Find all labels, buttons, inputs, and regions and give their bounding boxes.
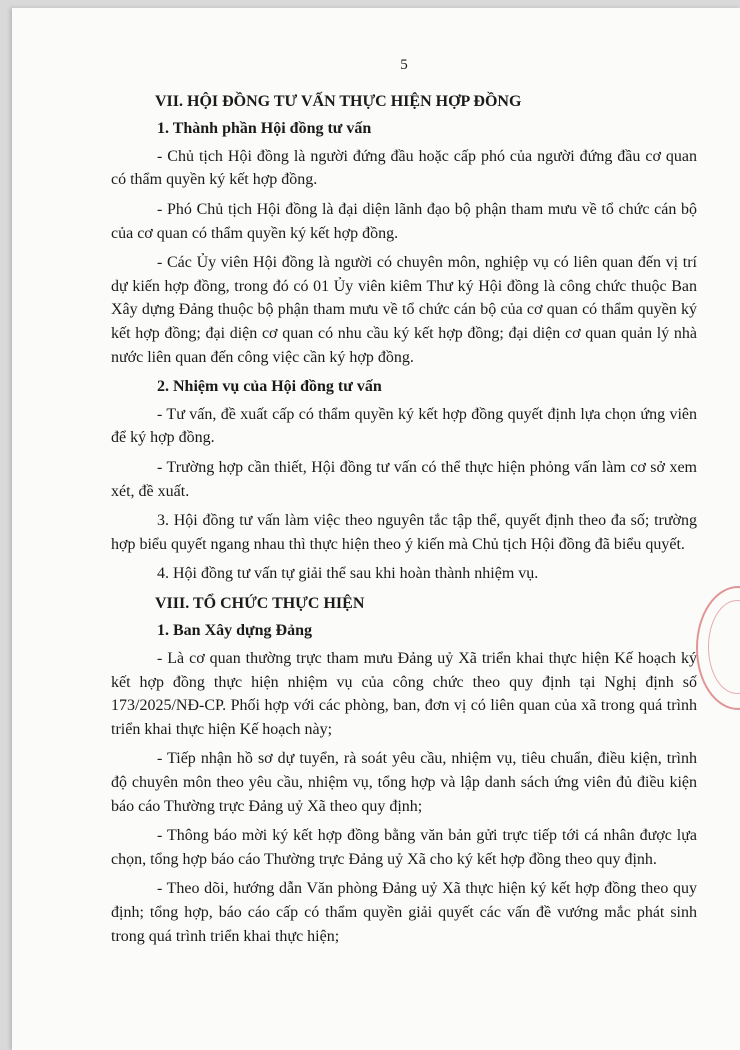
paragraph: - Trường hợp cần thiết, Hội đồng tư vấn có thể thực hiện phỏng vấn làm cơ sở xem xét, đề xuất. [111, 458, 697, 500]
stamp-inner-ring [708, 600, 740, 694]
paragraph: - Phó Chủ tịch Hội đồng là đại diện lãnh đạo bộ phận tham mưu về tổ chức cán bộ của cơ quan có thẩm quyền ký kết hợp đồng. [111, 200, 697, 242]
paragraph: - Theo dõi, hướng dẫn Văn phòng Đảng uỷ Xã thực hiện ký kết hợp đồng theo quy định; tổng hợp, báo cáo cấp có thẩm quyền giải quyết các vấn đề vướng mắc phát sinh trong quá trình triển khai thực hiện; [111, 880, 697, 945]
section-viii-title: VIII. TỔ CHỨC THỰC HIỆN [155, 594, 365, 612]
section-vii-2-heading: 2. Nhiệm vụ của Hội đồng tư vấn [157, 378, 382, 396]
paragraph: - Các Ủy viên Hội đồng là người có chuyên môn, nghiệp vụ có liên quan đến vị trí dự kiến hợp đồng, trong đó có 01 Ủy viên kiêm Thư ký Hội đồng là công chức thuộc Ban Xây dựng Đảng thuộc bộ phận tham mưu về tổ chức cán bộ của cơ quan có thẩm quyền ký kết hợp đồng; đại diện cơ quan có nhu cầu ký kết hợp đồng; đại diện cơ quan quản lý nhà nước liên quan đến công việc cần ký hợp đồng. [111, 254, 697, 366]
page-number: 5 [400, 57, 408, 73]
section-vii-1-heading: 1. Thành phần Hội đồng tư vấn [157, 120, 372, 138]
paragraph: - Chủ tịch Hội đồng là người đứng đầu hoặc cấp phó của người đứng đầu cơ quan có thẩm quyền ký kết hợp đồng. [111, 147, 697, 189]
paragraph: - Thông báo mời ký kết hợp đồng bằng văn bản gửi trực tiếp tới cá nhân được lựa chọn, tổng hợp báo cáo Thường trực Đảng uỷ Xã cho ký kết hợp đồng theo quy định. [111, 827, 697, 868]
paragraph: - Là cơ quan thường trực tham mưu Đảng uỷ Xã triển khai thực hiện Kế hoạch ký kết hợp đồng thực hiện nhiệm vụ của công chức theo quy định tại Nghị định số 173/2025/NĐ-CP. Phối hợp với các phòng, ban, đơn vị có liên quan của xã trong quá trình triển khai thực hiện Kế hoạch này; [111, 650, 697, 738]
document-page [12, 8, 740, 1050]
document-body [111, 54, 697, 954]
paragraph: - Tiếp nhận hồ sơ dự tuyển, rà soát yêu cầu, nhiệm vụ, tiêu chuẩn, điều kiện, trình độ chuyên môn theo yêu cầu, nhiệm vụ, tổng hợp và lập danh sách ứng viên đủ điều kiện báo cáo Thường trực Đảng uỷ Xã theo quy định; [111, 750, 697, 815]
paragraph: - Tư vấn, đề xuất cấp có thẩm quyền ký kết hợp đồng quyết định lựa chọn ứng viên để ký hợp đồng. [111, 405, 697, 447]
red-stamp-icon [696, 586, 740, 710]
paragraph: 4. Hội đồng tư vấn tự giải thể sau khi hoàn thành nhiệm vụ. [157, 565, 539, 583]
paragraph: 3. Hội đồng tư vấn làm việc theo nguyên tắc tập thể, quyết định theo đa số; trường hợp biểu quyết ngang nhau thì thực hiện theo ý kiến mà Chủ tịch Hội đồng đã biểu quyết. [111, 512, 697, 553]
section-vii-title: VII. HỘI ĐỒNG TƯ VẤN THỰC HIỆN HỢP ĐỒNG [155, 92, 522, 110]
section-viii-1-heading: 1. Ban Xây dựng Đảng [157, 622, 312, 640]
